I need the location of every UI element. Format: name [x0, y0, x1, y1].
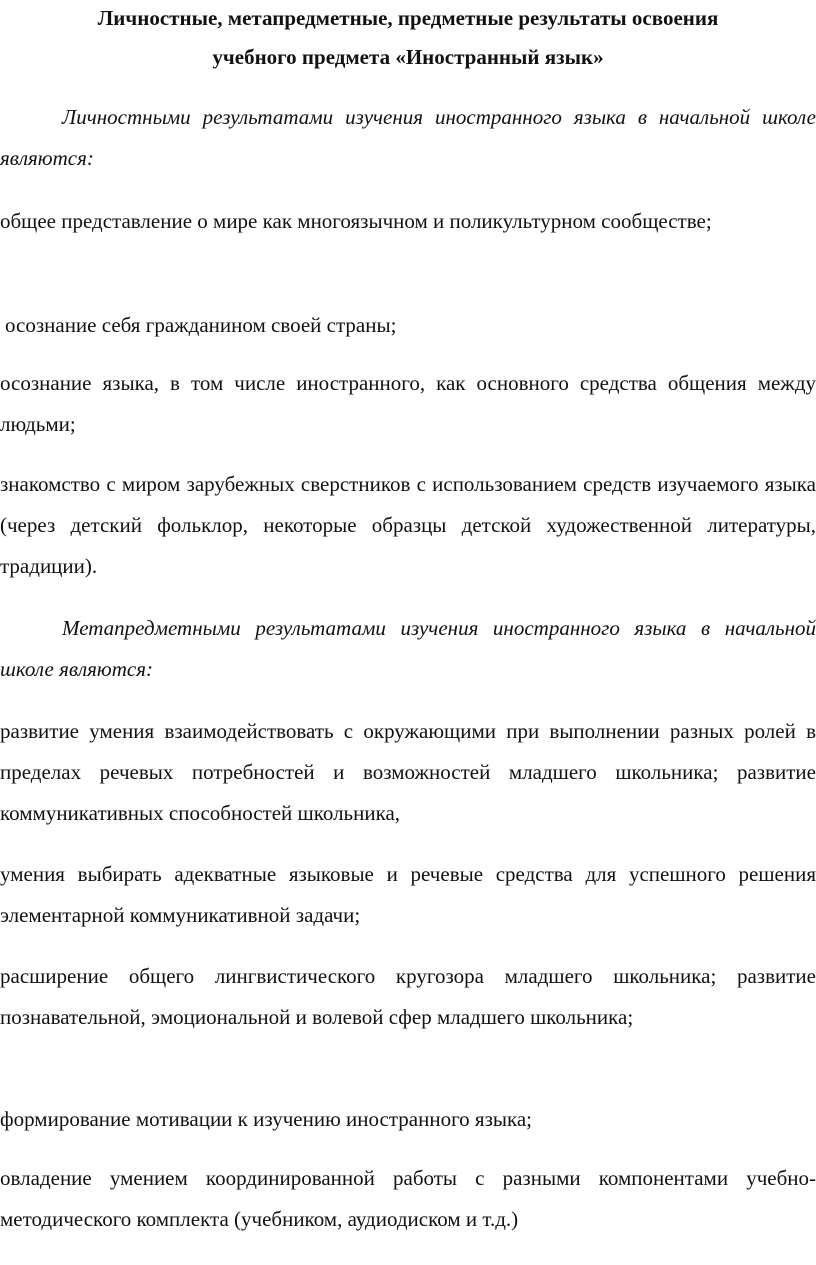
paragraph-coordinated-work: овладение умением координированной работы с разными компонентами учебно-методического комплекта (учебником, аудиодиском и т.д.) — [0, 1166, 816, 1231]
paragraph-interaction-skills: развитие умения взаимодействовать с окружающими при выполнении разных ролей в пределах речевых потребностей и возможностей младшего школьника; развитие коммуникативных способностей школьника, — [0, 719, 816, 825]
personal-results-heading: Личностными результатами изучения иностранного языка в начальной школе являются: — [0, 105, 816, 170]
paragraph-linguistic-horizon: расширение общего лингвистического кругозора младшего школьника; развитие познавательной, эмоциональной и волевой сфер младшего школьника; — [0, 964, 816, 1029]
document-title-line-1: Личностные, метапредметные, предметные результаты освоения — [97, 6, 719, 30]
paragraph-motivation: формирование мотивации к изучению иностранного языка; — [0, 1107, 533, 1131]
paragraph-language-awareness: осознание языка, в том числе иностранного, как основного средства общения между людьми; — [0, 371, 816, 436]
paragraph-choosing-means: умения выбирать адекватные языковые и речевые средства для успешного решения элементарной коммуникативной задачи; — [0, 862, 816, 927]
paragraph-world-view: общее представление о мире как многоязычном и поликультурном сообществе; — [0, 209, 712, 233]
paragraph-foreign-peers: знакомство с миром зарубежных сверстников с использованием средств изучаемого языка (через детский фольклор, некоторые образцы детской художественной литературы, традиции). — [0, 472, 816, 578]
metasubject-results-heading: Метапредметными результатами изучения иностранного языка в начальной школе являются: — [0, 616, 816, 681]
paragraph-citizenship: осознание себя гражданином своей страны; — [5, 313, 397, 337]
document-title-line-2: учебного предмета «Иностранный язык» — [212, 45, 604, 69]
